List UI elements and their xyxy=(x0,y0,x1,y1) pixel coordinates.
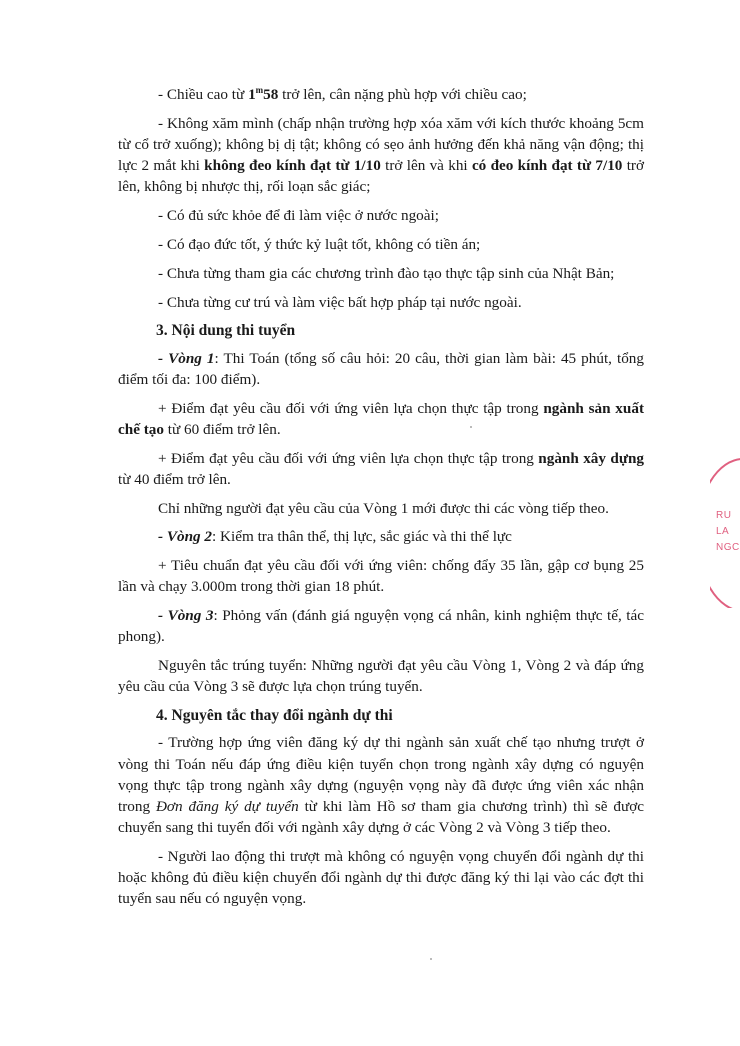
scan-speck xyxy=(470,426,472,428)
round-2-standard: + Tiêu chuẩn đạt yêu cầu đối với ứng viên: chống đẩy 35 lần, gập cơ bụng 25 lần và chạy 3.000m trong thời gian 18 phút. xyxy=(118,557,644,596)
seal-text-2: LA xyxy=(716,526,730,537)
text-run: - Trường hợp ứng viên đăng ký dự thi ngành sản xuất chế tạo nhưng trượt ở vòng thi Toán nếu đáp ứng điều kiện tuyển chọn trong ngành xây dựng có nguyện vọng thực tập trong ngành xây dựng (nguyện vọng này đã được ứng viên xác nhận trong xyxy=(118,734,644,815)
text-run: : Thi Toán (tổng số câu hỏi: 20 câu, thời gian làm bài: 45 phút, tổng điểm tối đa: 100 điểm). xyxy=(118,349,644,388)
text-run: trở lên, không bị nhược thị, rối loạn sắc giác; xyxy=(118,157,644,196)
bold-run: ngành xây dựng xyxy=(538,449,644,467)
round-1-note: Chỉ những người đạt yêu cầu của Vòng 1 mới được thi các vòng tiếp theo. xyxy=(158,499,609,517)
bold-run: ngành sản xuất chế tạo xyxy=(118,399,645,438)
change-major-rule-2: - Người lao động thi trượt mà không có nguyện vọng chuyển đổi ngành dự thi hoặc không đủ điều kiện chuyển đổi ngành dự thi được đăng ký thi lại vào các đợt thi tuyển sau nếu có nguyện vọng. xyxy=(118,848,644,908)
round-3-label: - Vòng 3 xyxy=(158,607,214,625)
text-run: : Kiểm tra thân thể, thị lực, sắc giác và thi thể lực xyxy=(212,528,512,546)
round-1-manufacturing xyxy=(118,398,644,440)
document-body xyxy=(118,84,644,917)
requirement-no-illegal-stay: - Chưa từng cư trú và làm việc bất hợp pháp tại nước ngoài. xyxy=(158,293,522,311)
round-1 xyxy=(118,348,644,390)
text-run: trở lên và khi xyxy=(380,157,472,175)
seal-text-3: NGC xyxy=(716,542,740,553)
requirement-no-prior-program: - Chưa từng tham gia các chương trình đào tạo thực tập sinh của Nhật Bản; xyxy=(158,264,615,282)
requirement-tattoo-vision xyxy=(118,113,644,198)
text-run: + Điểm đạt yêu cầu đối với ứng viên lựa chọn thực tập trong xyxy=(158,399,544,417)
section-4-heading: 4. Nguyên tắc thay đổi ngành dự thi xyxy=(156,707,393,725)
text-run: - Không xăm mình (chấp nhận trường hợp xóa xăm với kích thước khoảng 5cm từ cổ trở xuống); không bị dị tật; không có sẹo ảnh hưởng đến khả năng vận động; thị lực 2 mắt khi xyxy=(118,114,644,175)
scan-speck xyxy=(430,958,432,960)
round-2-label: - Vòng 2 xyxy=(158,528,213,546)
change-major-rule-1 xyxy=(118,732,644,838)
seal-text-1: RU xyxy=(716,510,732,521)
bold-run: không đeo kính đạt từ 1/10 xyxy=(204,157,381,175)
round-1-label: - Vòng 1 xyxy=(158,349,215,367)
height-value: 1$^m$58 xyxy=(248,84,279,103)
text-run: từ 60 điểm trở lên. xyxy=(163,420,281,438)
selection-principle: Nguyên tắc trúng tuyển: Những người đạt yêu cầu Vòng 1, Vòng 2 và đáp ứng yêu cầu của Vòng 3 sẽ được lựa chọn trúng tuyển. xyxy=(118,657,644,696)
section-3-heading: 3. Nội dung thi tuyển xyxy=(156,322,296,340)
bold-run: có đeo kính đạt từ 7/10 xyxy=(471,157,623,175)
italic-run: Đơn đăng ký dự tuyển xyxy=(155,798,299,815)
red-seal-stamp xyxy=(710,458,740,608)
requirement-health: - Có đủ sức khỏe để đi làm việc ở nước ngoài; xyxy=(158,207,439,225)
round-2 xyxy=(118,526,644,547)
text-run: từ khi làm Hồ sơ tham gia chương trình) thì sẽ được chuyển sang thi tuyển đối với ngành xây dựng ở các Vòng 2 và Vòng 3 tiếp theo. xyxy=(118,798,644,837)
round-1-construction xyxy=(118,448,644,490)
round-3 xyxy=(118,605,644,647)
text-run: + Điểm đạt yêu cầu đối với ứng viên lựa chọn thực tập trong xyxy=(158,449,539,467)
requirement-height: - Chiều cao từ 1$^m$58 trở lên, cân nặng phù hợp với chiều cao; xyxy=(158,84,527,103)
requirement-ethics: - Có đạo đức tốt, ý thức kỷ luật tốt, không có tiền án; xyxy=(158,236,481,253)
text-run: từ 40 điểm trở lên. xyxy=(118,470,231,488)
text-run: : Phỏng vấn (đánh giá nguyện vọng cá nhân, kinh nghiệm thực tế, tác phong). xyxy=(118,607,644,646)
